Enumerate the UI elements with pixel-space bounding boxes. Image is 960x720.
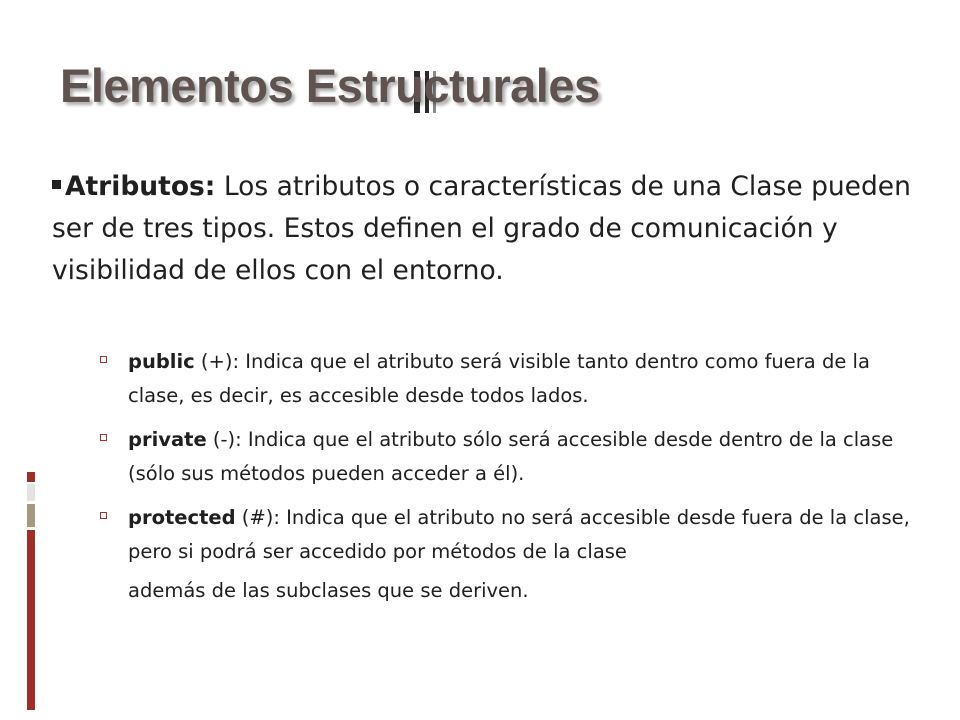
hollow-square-bullet-icon xyxy=(100,356,107,363)
slide-title: Elementos Estructurales xyxy=(60,59,600,112)
side-accent-bar-red-top xyxy=(27,472,35,482)
sub-term: public xyxy=(128,350,195,373)
sub-text: (#): Indica que el atributo no será accesible desde fuera de la clase, pero si podrá ser accedido por métodos de la clase xyxy=(128,506,910,563)
list-item-protected xyxy=(100,501,930,613)
side-accent-bar-tan xyxy=(27,504,35,527)
side-accent-bar-red xyxy=(27,530,35,710)
sub-term: protected xyxy=(128,506,236,529)
side-accent-bar-gray xyxy=(27,484,35,501)
sub-text: (-): Indica que el atributo sólo será accesible desde dentro de la clase (sólo sus métodos pueden acceder a él). xyxy=(128,428,894,485)
sub-text: (+): Indica que el atributo será visible tanto dentro como fuera de la clase, es decir, es accesible desde todos lados. xyxy=(128,350,870,407)
list-item-public xyxy=(100,345,930,413)
list-item-private xyxy=(100,423,930,491)
sub-text-last-line: además de las subclases que se deriven. xyxy=(128,579,529,602)
square-bullet-icon xyxy=(52,180,61,189)
sub-term: private xyxy=(128,428,207,451)
hollow-square-bullet-icon xyxy=(100,512,107,519)
main-term: Atributos: xyxy=(65,171,216,202)
hollow-square-bullet-icon xyxy=(100,434,107,441)
main-bullet-point xyxy=(52,166,932,292)
main-text: Los atributos o características de una Clase pueden ser de tres tipos. Estos definen el grado de comunicación y visibilidad de ellos con el entorno. xyxy=(52,171,911,286)
attribute-visibility-list xyxy=(100,345,930,623)
